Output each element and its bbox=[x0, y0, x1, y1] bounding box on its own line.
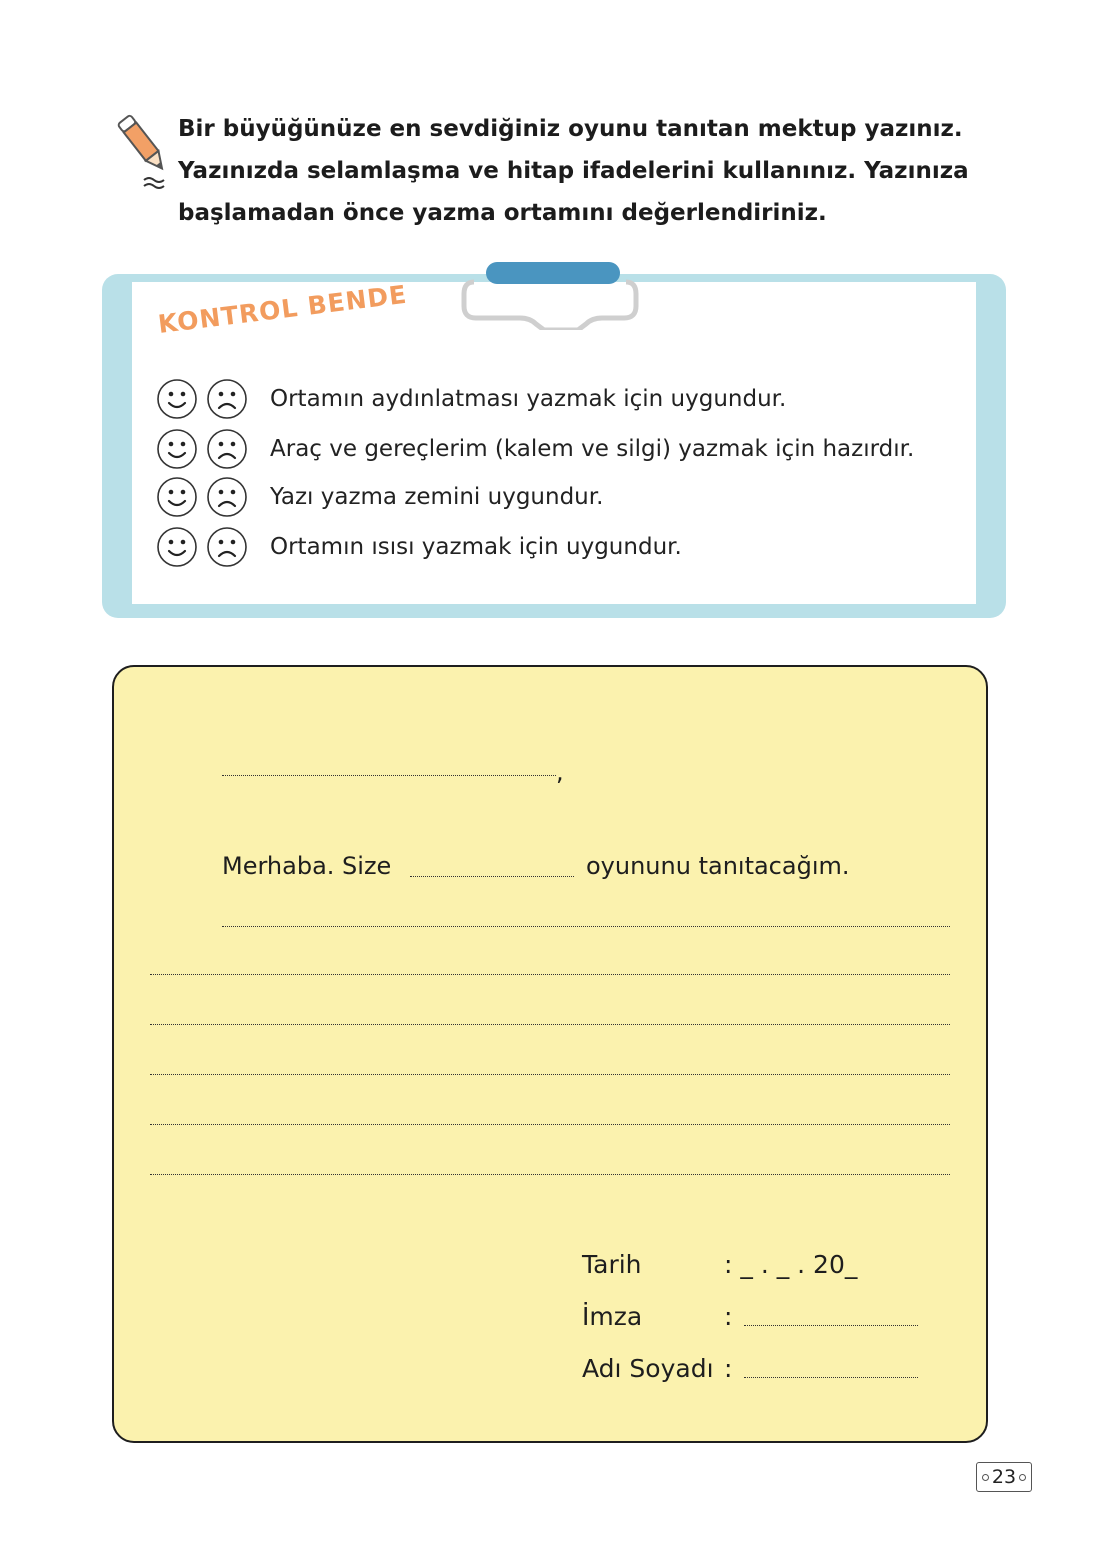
page-number-dot-right bbox=[1019, 1474, 1026, 1481]
letter-writing-area bbox=[112, 665, 988, 1443]
checklist-item-label: Araç ve gereçlerim (kalem ve silgi) yazmak için hazırdır. bbox=[270, 436, 915, 462]
checklist-item bbox=[156, 474, 976, 520]
writing-line[interactable] bbox=[150, 1024, 950, 1025]
signature-colon: : bbox=[724, 1302, 733, 1331]
sad-face-icon[interactable] bbox=[206, 476, 248, 518]
instruction-line-2: Yazınızda selamlaşma ve hitap ifadelerini kullanınız. Yazınıza bbox=[178, 158, 969, 184]
page-number-text: 23 bbox=[991, 1466, 1017, 1488]
clipboard-clip-icon bbox=[460, 252, 646, 330]
letter-intro-text-end: oyununu tanıtacağım. bbox=[586, 852, 850, 880]
name-colon: : bbox=[724, 1354, 733, 1383]
checklist-title: KONTROL BENDE bbox=[156, 279, 409, 339]
writing-line[interactable] bbox=[150, 1124, 950, 1125]
sad-face-icon[interactable] bbox=[206, 428, 248, 470]
smiley-face-icon[interactable] bbox=[156, 378, 198, 420]
smiley-face-icon[interactable] bbox=[156, 476, 198, 518]
checklist-item bbox=[156, 524, 976, 570]
name-blank[interactable] bbox=[744, 1377, 918, 1378]
date-value[interactable]: : _ . _ . 20_ bbox=[724, 1250, 858, 1279]
game-name-blank[interactable] bbox=[410, 876, 574, 877]
instruction-line-3: başlamadan önce yazma ortamını değerlendiriniz. bbox=[178, 200, 827, 226]
checklist-item bbox=[156, 426, 976, 472]
signature-label: İmza bbox=[582, 1302, 643, 1331]
pencil-icon bbox=[116, 108, 176, 190]
writing-line[interactable] bbox=[150, 1074, 950, 1075]
checklist-item-label: Ortamın aydınlatması yazmak için uygundur. bbox=[270, 386, 787, 412]
salutation-blank-line[interactable] bbox=[222, 775, 556, 776]
salutation-comma: , bbox=[556, 758, 564, 786]
checklist-item-label: Ortamın ısısı yazmak için uygundur. bbox=[270, 534, 682, 560]
checklist-item-label: Yazı yazma zemini uygundur. bbox=[270, 484, 604, 510]
writing-line[interactable] bbox=[222, 926, 950, 927]
signature-blank[interactable] bbox=[744, 1325, 918, 1326]
letter-intro-text: Merhaba. Size bbox=[222, 852, 392, 880]
writing-line[interactable] bbox=[150, 974, 950, 975]
writing-line[interactable] bbox=[150, 1174, 950, 1175]
smiley-face-icon[interactable] bbox=[156, 428, 198, 470]
page-number bbox=[976, 1462, 1032, 1492]
smiley-face-icon[interactable] bbox=[156, 526, 198, 568]
checklist-item bbox=[156, 376, 976, 422]
page-number-dot-left bbox=[982, 1474, 989, 1481]
instruction-text bbox=[178, 108, 978, 234]
instruction-line-1: Bir büyüğünüze en sevdiğiniz oyunu tanıtan mektup yazınız. bbox=[178, 116, 963, 142]
sad-face-icon[interactable] bbox=[206, 378, 248, 420]
name-label: Adı Soyadı bbox=[582, 1354, 714, 1383]
date-label: Tarih bbox=[582, 1250, 642, 1279]
sad-face-icon[interactable] bbox=[206, 526, 248, 568]
